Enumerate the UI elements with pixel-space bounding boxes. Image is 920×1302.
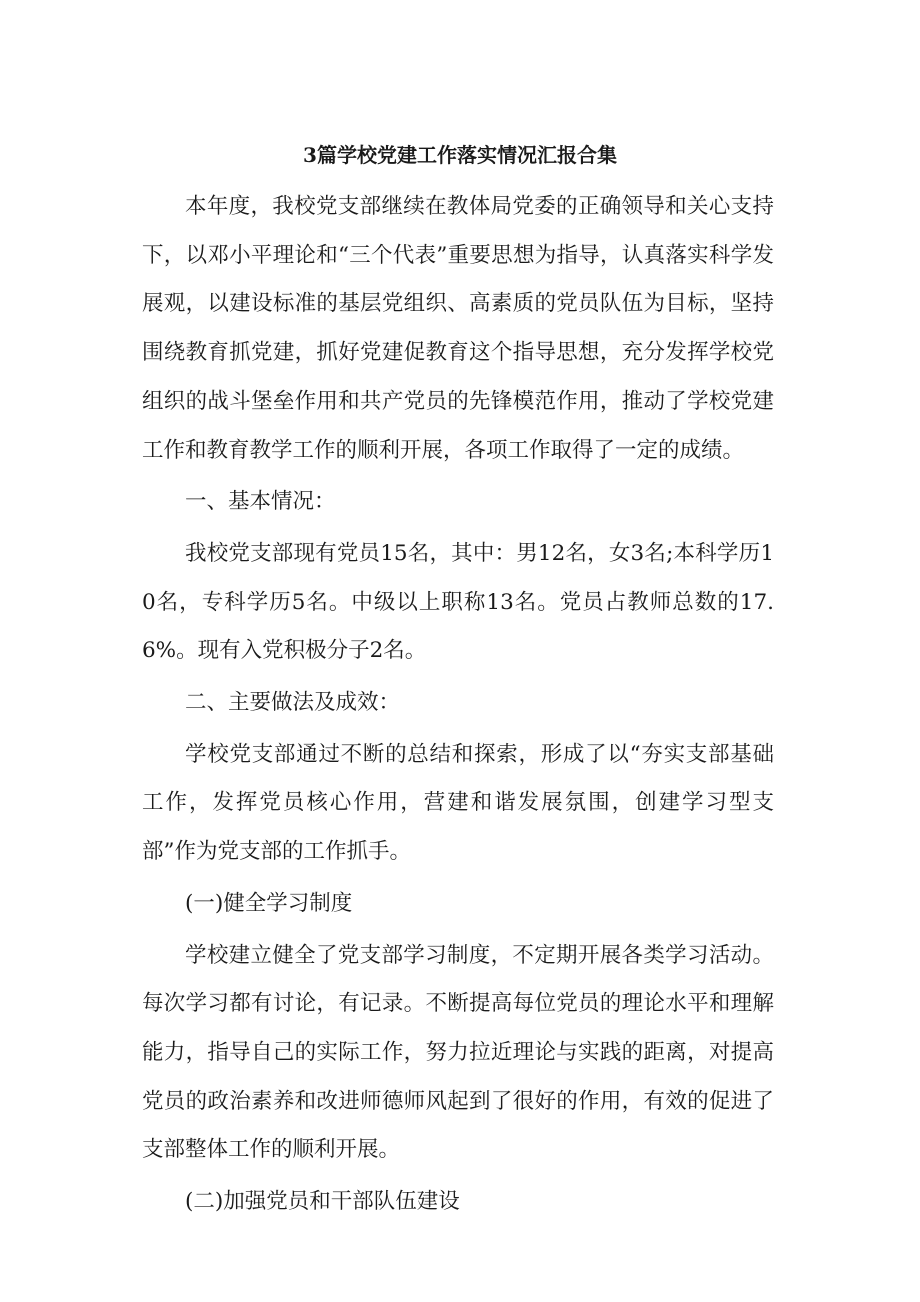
section-heading-main-practices: 二、主要做法及成效： xyxy=(185,690,401,716)
subheading-team-building: (二)加强党员和干部队伍建设 xyxy=(185,1189,460,1215)
document-title: 3篇学校党建工作落实情况汇报合集 xyxy=(303,143,617,167)
section-heading-basic-info: 一、基本情况： xyxy=(185,489,336,515)
document-body xyxy=(142,183,774,1227)
subheading-study-system: (一)健全学习制度 xyxy=(185,890,353,916)
paragraph-intro: 本年度，我校党支部继续在教体局党委的正确领导和关心支持下，以邓小平理论和“三个代表”重要思想为指导，认真落实科学发展观，以建设标准的基层党组织、高素质的党员队伍为目标，坚持围绕教育抓党建，抓好党建促教育这个指导思想，充分发挥学校党组织的战斗堡垒作用和共产党员的先锋模范作用，推动了学校党建工作和教育教学工作的顺利开展，各项工作取得了一定的成绩。 xyxy=(142,194,774,463)
paragraph-study-system: 学校建立健全了党支部学习制度，不定期开展各类学习活动。每次学习都有讨论，有记录。不断提高每位党员的理论水平和理解能力，指导自己的实际工作，努力拉近理论与实践的距离，对提高党员的政治素养和改进师德师风起到了很好的作用，有效的促进了支部整体工作的顺利开展。 xyxy=(142,942,774,1163)
paragraph-main-practices: 学校党支部通过不断的总结和探索，形成了以“夯实支部基础工作，发挥党员核心作用，营建和谐发展氛围，创建学习型支部”作为党支部的工作抓手。 xyxy=(142,741,774,865)
paragraph-basic-info: 我校党支部现有党员15名，其中：男12名，女3名;本科学历10名，专科学历5名。中级以上职称13名。党员占教师总数的17.6%。现有入党积极分子2名。 xyxy=(142,540,774,664)
